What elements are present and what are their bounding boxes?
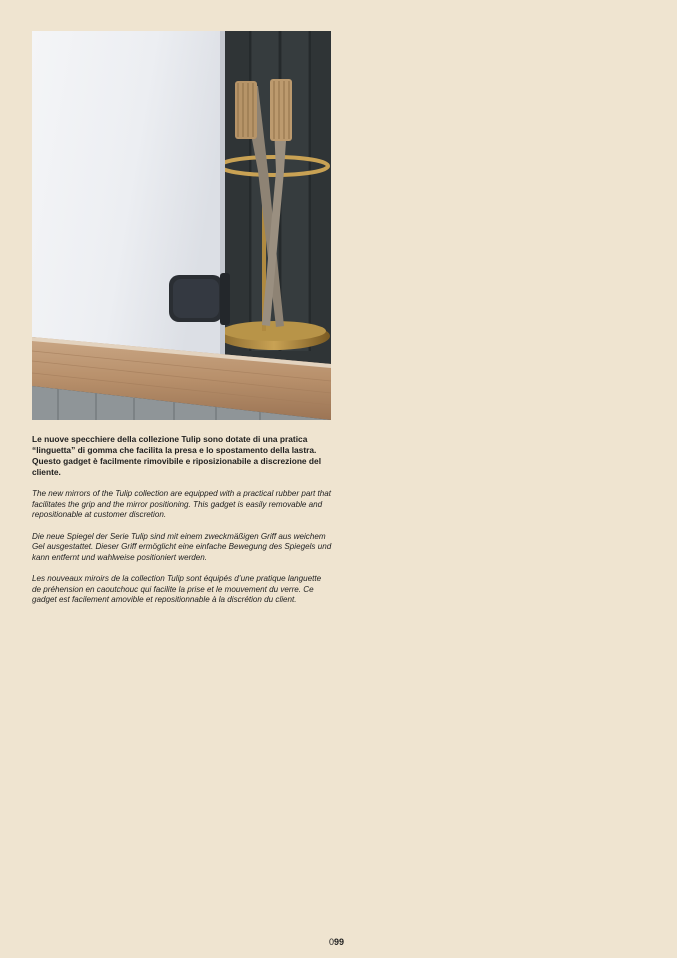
french-paragraph: Les nouveaux miroirs de la collection Tulip sont équipés d’une pratique languette de préhension en caoutchouc qui facilite la prise et le mouvement du verre. Ce gadget est facilement amovible et repositionnable à la discrétion du client. — [32, 574, 322, 604]
product-photo — [32, 31, 331, 420]
page-number-value: 99 — [334, 937, 345, 947]
description-text — [32, 434, 332, 617]
page-number-prefix: 0 — [329, 937, 335, 947]
italian-paragraph: Le nuove specchiere della collezione Tulip sono dotate di una pratica “linguetta” di gomma che facilita la presa e lo spostamento della lastra. Questo gadget è facilmente rimovibile e riposizionabile a discrezione del cliente. — [32, 434, 322, 477]
mirror-grip-illustration — [32, 31, 331, 420]
german-paragraph: Die neue Spiegel der Serie Tulip sind mit einem zweckmäßigen Griff aus weichem Gel ausgestattet. Dieser Griff ermöglicht eine einfache Bewegung des Spiegels und kann entfernt und wahlweise positioniert werden. — [32, 531, 332, 562]
english-paragraph: The new mirrors of the Tulip collection are equipped with a practical rubber part that facilitates the grip and the mirror positioning. This gadget is easily removable and repositionable at customer discretion. — [32, 489, 332, 519]
page-number — [329, 937, 344, 948]
